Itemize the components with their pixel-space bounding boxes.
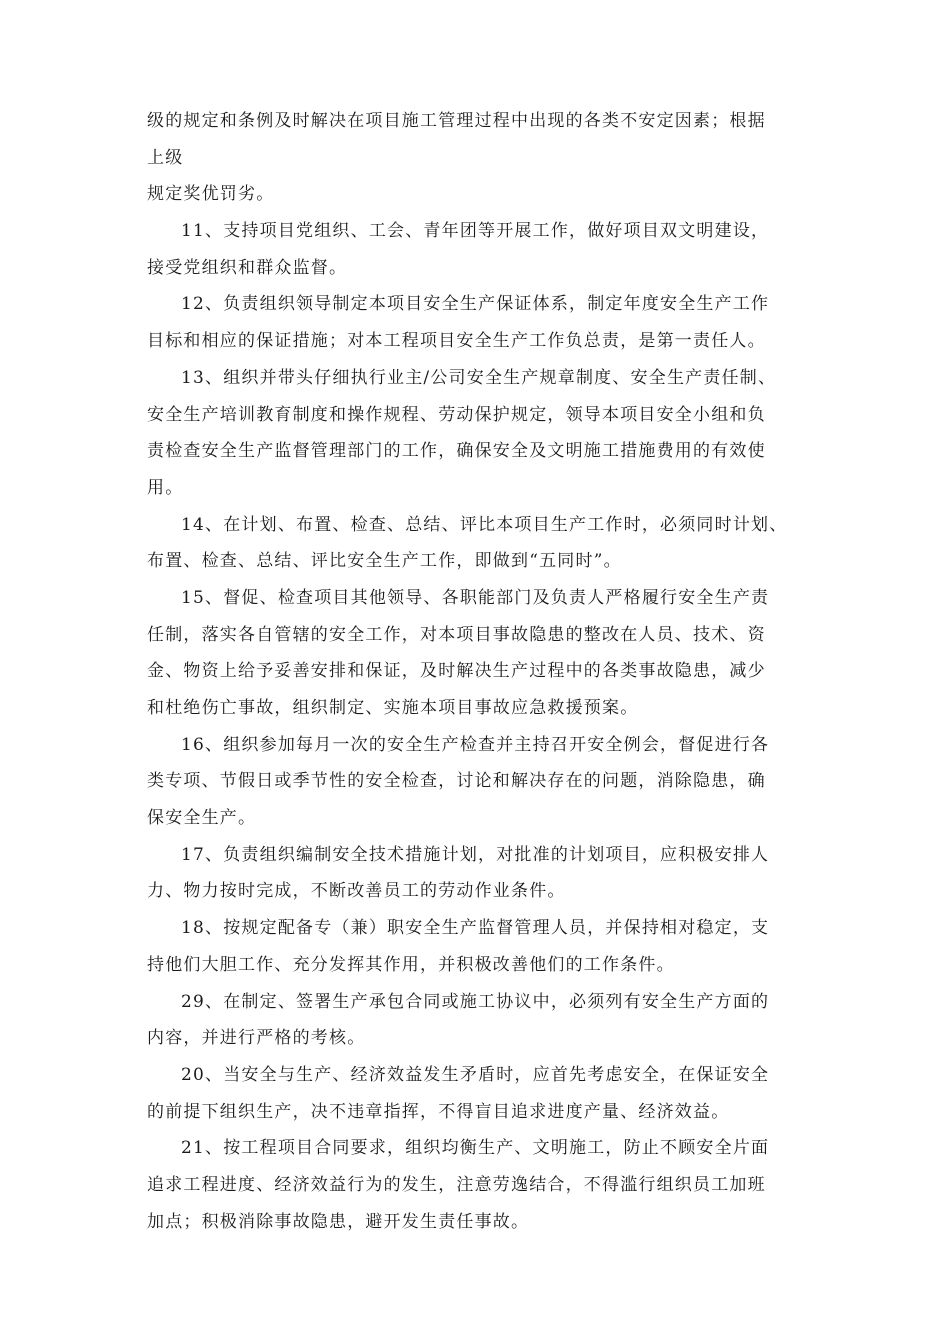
text-line: 15、督促、检查项目其他领导、各职能部门及负责人严格履行安全生产责 xyxy=(181,587,770,608)
text-line: 金、物资上给予妥善安排和保证，及时解决生产过程中的各类事故隐患，减少 xyxy=(147,661,766,682)
text-line: 保安全生产。 xyxy=(147,808,257,829)
text-line: 责检查安全生产监督管理部门的工作，确保安全及文明施工措施费用的有效使 xyxy=(147,441,766,462)
text-line: 布置、检查、总结、评比安全生产工作，即做到“五同时”。 xyxy=(147,551,622,572)
text-line: 加点；积极消除事故隐患，避开发生责任事故。 xyxy=(147,1211,530,1232)
text-line: 追求工程进度、经济效益行为的发生，注意劳逸结合，不得滥行组织员工加班 xyxy=(147,1174,766,1195)
text-line: 14、在计划、布置、检查、总结、评比本项目生产工作时，必须同时计划、 xyxy=(181,514,788,535)
text-line: 20、当安全与生产、经济效益发生矛盾时，应首先考虑安全，在保证安全 xyxy=(181,1064,770,1085)
text-line: 目标和相应的保证措施；对本工程项目安全生产工作负总责，是第一责任人。 xyxy=(147,331,766,352)
text-line: 17、负责组织编制安全技术措施计划，对批准的计划项目，应积极安排人 xyxy=(181,844,770,865)
text-line: 13、组织并带头仔细执行业主/公司安全生产规章制度、安全生产责任制、 xyxy=(181,367,777,388)
text-line: 级的规定和条例及时解决在项目施工管理过程中出现的各类不安定因素；根据 xyxy=(147,111,766,131)
text-line: 的前提下组织生产，决不违章指挥，不得盲目追求进度产量、经济效益。 xyxy=(147,1101,730,1122)
text-line: 规定奖优罚劣。 xyxy=(147,184,275,205)
text-line: 21、按工程项目合同要求，组织均衡生产、文明施工，防止不顾安全片面 xyxy=(181,1138,770,1159)
text-line: 内容，并进行严格的考核。 xyxy=(147,1028,366,1049)
text-line: 类专项、节假日或季节性的安全检查，讨论和解决存在的问题，消除隐患，确 xyxy=(147,771,766,792)
text-line: 力、物力按时完成，不断改善员工的劳动作业条件。 xyxy=(147,881,566,902)
text-line: 接受党组织和群众监督。 xyxy=(147,257,348,278)
text-line: 安全生产培训教育制度和操作规程、劳动保护规定，领导本项目安全小组和负 xyxy=(147,404,766,425)
text-line: 上级 xyxy=(147,147,184,168)
text-line: 12、负责组织领导制定本项目安全生产保证体系，制定年度安全生产工作 xyxy=(181,294,770,315)
text-line: 29、在制定、签署生产承包合同或施工协议中，必须列有安全生产方面的 xyxy=(181,991,770,1012)
text-line: 18、按规定配备专（兼）职安全生产监督管理人员，并保持相对稳定，支 xyxy=(181,918,770,939)
text-line: 和杜绝伤亡事故，组织制定、实施本项目事故应急救援预案。 xyxy=(147,698,639,718)
document-body xyxy=(147,103,807,1240)
text-line: 16、组织参加每月一次的安全生产检查并主持召开安全例会，督促进行各 xyxy=(181,734,770,755)
text-line: 11、支持项目党组织、工会、青年团等开展工作，做好项目双文明建设， xyxy=(181,221,770,242)
text-line: 用。 xyxy=(147,477,184,498)
text-line: 任制，落实各自管辖的安全工作，对本项目事故隐患的整改在人员、技术、资 xyxy=(147,624,766,645)
text-line: 持他们大胆工作、充分发挥其作用，并积极改善他们的工作条件。 xyxy=(147,954,675,975)
